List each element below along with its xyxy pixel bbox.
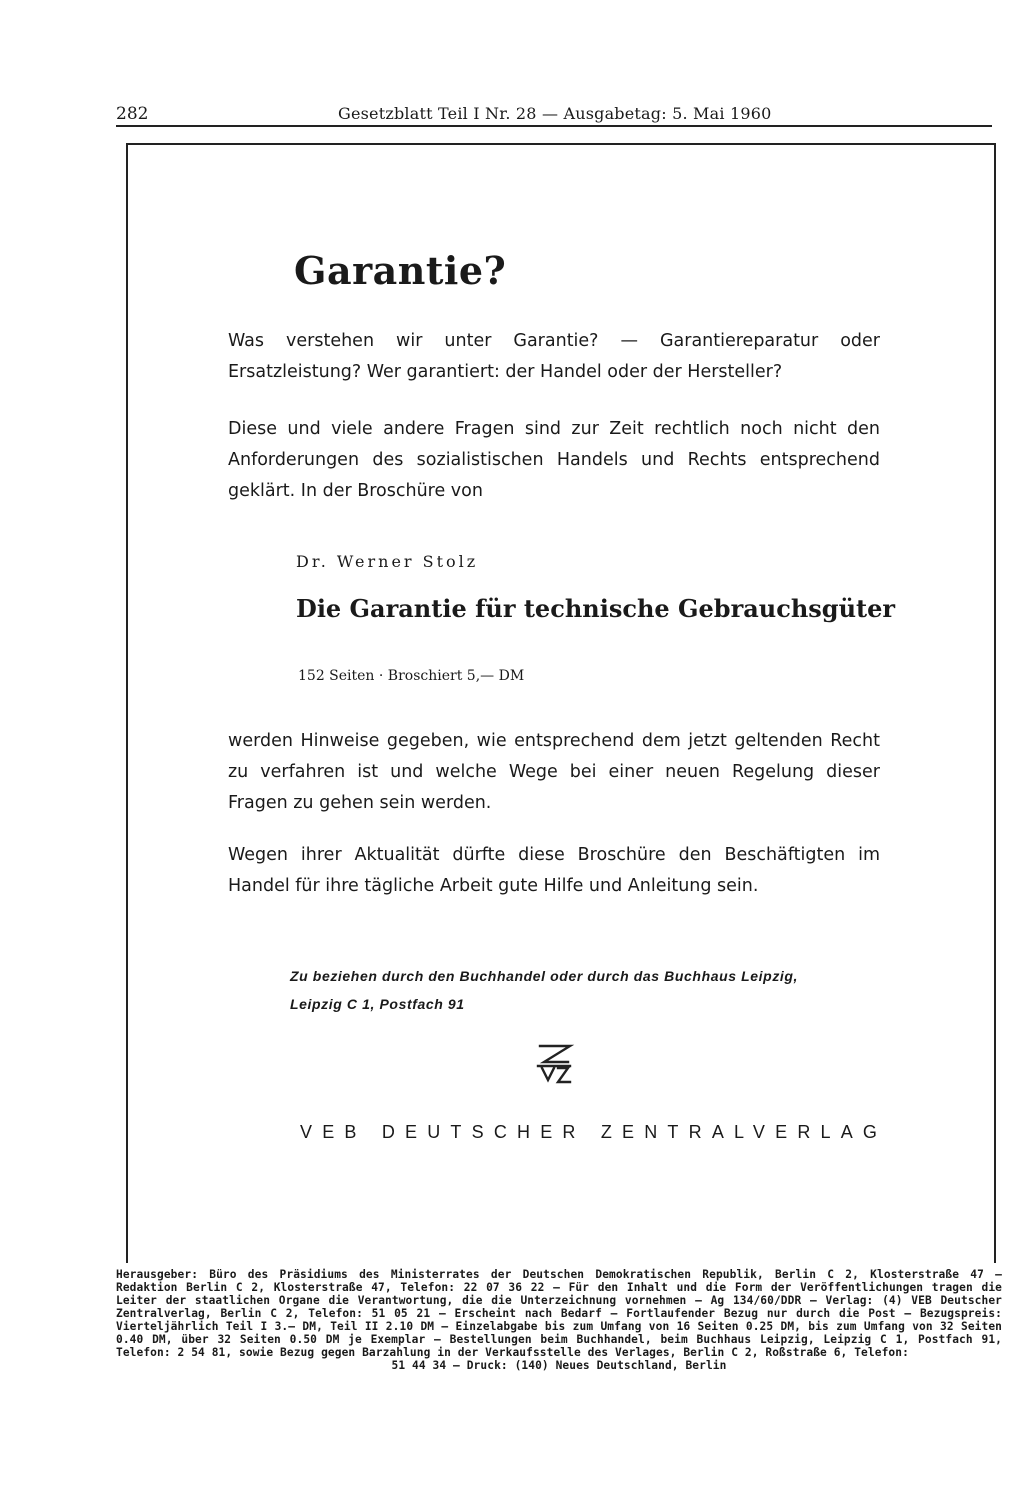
advertisement-frame — [126, 143, 996, 1263]
paragraph-relevance: Wegen ihrer Aktualität dürfte diese Broschüre den Beschäftigten im Handel für ihre tägliche Arbeit gute Hilfe und Anleitung sein. — [228, 845, 880, 896]
order-line-1: Zu beziehen durch den Buchhandel oder durch das Buchhaus Leipzig, — [290, 968, 799, 984]
page-number: 282 — [116, 104, 149, 124]
book-title: Die Garantie für technische Gebrauchsgüter — [296, 594, 896, 623]
ad-title: Garantie? — [294, 248, 507, 293]
header-rule — [116, 125, 992, 127]
order-line-2: Leipzig C 1, Postfach 91 — [290, 996, 465, 1012]
imprint-last-line: 51 44 34 — Druck: (140) Neues Deutschland, Berlin — [391, 1359, 727, 1372]
book-meta: 152 Seiten · Broschiert 5,— DM — [298, 668, 525, 684]
publisher-name: VEB DEUTSCHER ZENTRALVERLAG — [300, 1122, 888, 1142]
book-author: Dr. Werner Stolz — [296, 552, 479, 571]
imprint — [116, 1268, 1002, 1372]
imprint-text: Herausgeber: Büro des Präsidiums des Ministerrates der Deutschen Demokratischen Republik, Berlin C 2, Klosterstraße 47 — Redaktion Berlin C 2, Klosterstraße 47, Telefon: 22 07 36 22 — Für den Inhalt und die Form der Veröffentlichungen tragen die Leiter der staatlichen Organe die Verantwortung, die die Unterzeichnung vornehmen — Ag 134/60/DDR — Verlag: (4) VEB Deutscher Zentralverlag, Berlin C 2, Telefon: 51 05 21 — Erscheint nach Bedarf — Fortlaufender Bezug nur durch die Post — Bezugspreis: Vierteljährlich Teil I 3.— DM, Teil II 2.10 DM — Einzelabgabe bis zum Umfang von 16 Seiten 0.25 DM, bis zum Umfang von 32 Seiten 0.40 DM, über 32 Seiten 0.50 DM je Exemplar — Bestellungen beim Buchhandel, beim Buchhaus Leipzig, Leipzig C 1, Postfach 91, Telefon: 2 54 81, sowie Bezug gegen Barzahlung in der Verkaufsstelle des Verlages, Berlin C 2, Roßstraße 6, Telefon: — [116, 1268, 1002, 1359]
order-info — [290, 962, 890, 1018]
publisher-logo-icon — [530, 1040, 578, 1088]
paragraph-intro: Was verstehen wir unter Garantie? — Garantiereparatur oder Ersatzleistung? Wer garantiert: der Handel oder der Hersteller? — [228, 331, 880, 382]
running-head: Gesetzblatt Teil I Nr. 28 — Ausgabetag: 5. Mai 1960 — [338, 104, 772, 123]
paragraph-hints: werden Hinweise gegeben, wie entsprechend dem jetzt geltenden Recht zu verfahren ist und welche Wege bei einer neuen Regelung dieser Fragen zu gehen sein werden. — [228, 731, 880, 813]
paragraph-questions: Diese und viele andere Fragen sind zur Zeit rechtlich noch nicht den Anforderungen des sozialistischen Handels und Rechts entsprechend geklärt. In der Broschüre von — [228, 419, 880, 501]
